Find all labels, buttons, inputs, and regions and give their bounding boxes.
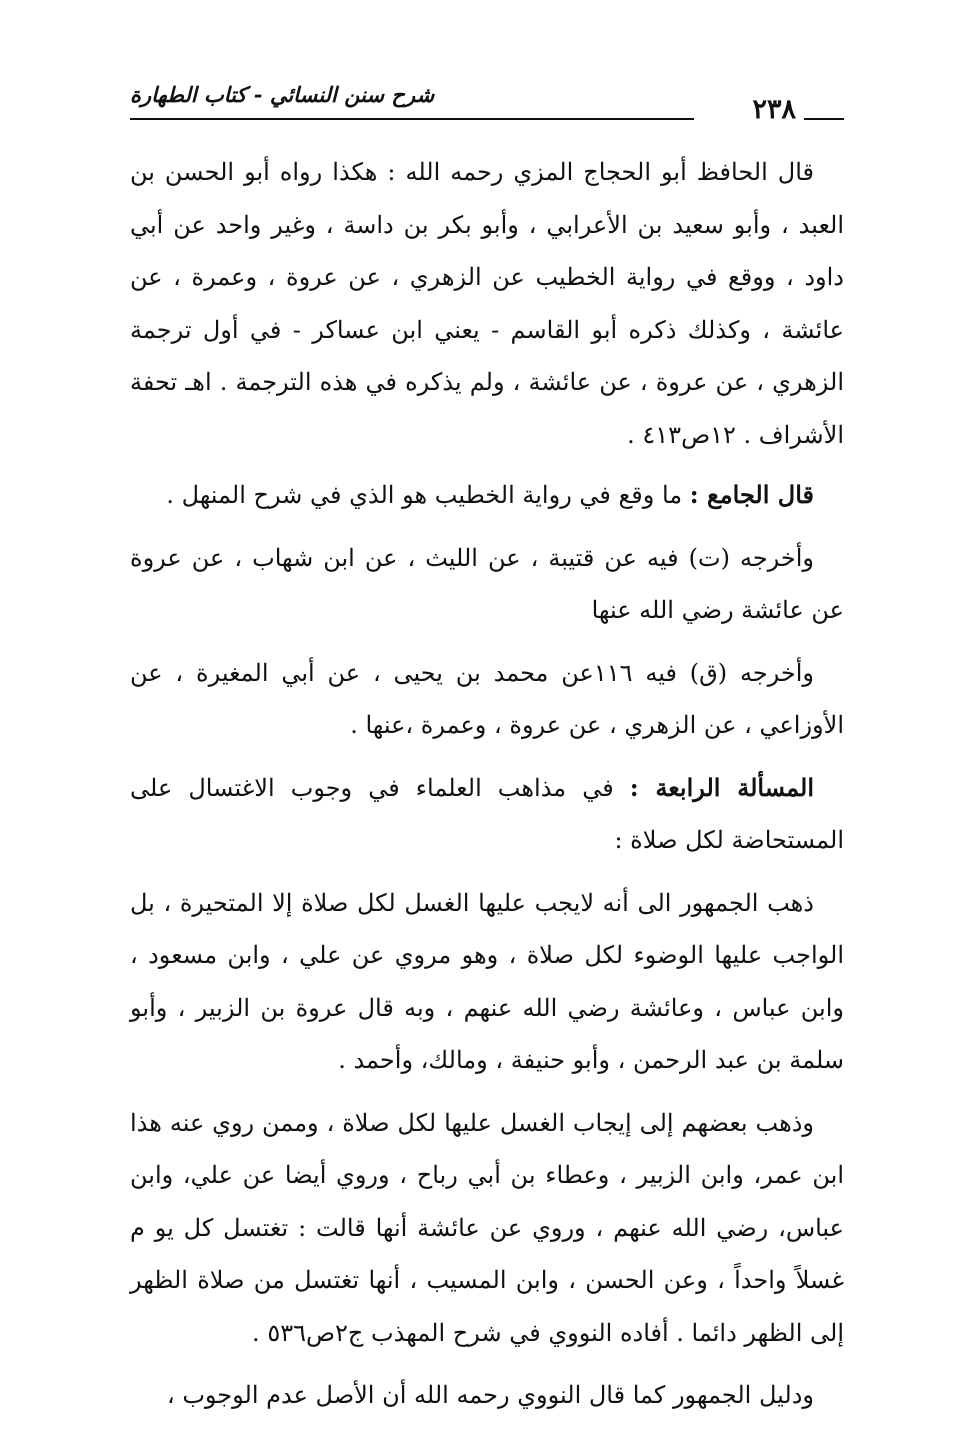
page-number: ٢٣٨	[752, 94, 796, 125]
paragraph-text: ما وقع في رواية الخطيب هو الذي في شرح المنهل .	[166, 481, 690, 509]
header-rule-right	[804, 118, 844, 120]
paragraph-label: المسألة الرابعة :	[629, 772, 815, 802]
body-text	[130, 146, 844, 1432]
paragraph-text: قال الحافظ أبو الحجاج المزي رحمه الله : هكذا رواه أبو الحسن بن العبد ، وأبو سعيد بن الأعرابي ، وأبو بكر بن داسة ، وغير واحد عن أبي داود ، ووقع في رواية الخطيب عن الزهري ، عن عروة ، وعمرة ، عن عائشة ، وكذلك ذكره أبو القاسم - يعني ابن عساكر - في أول ترجمة الزهري ، عن عروة ، عن عائشة ، ولم يذكره في هذه الترجمة . اهـ تحفة الأشراف . ١٢ص٤١٣ .	[130, 158, 844, 449]
paragraph-majority-evidence	[130, 1369, 844, 1422]
paragraph-takhrij-t	[130, 532, 844, 637]
paragraph-label: قال الجامع :	[689, 480, 814, 509]
page-header	[130, 72, 844, 126]
paragraph-takhrij-q	[130, 647, 844, 752]
paragraph-other-view	[130, 1097, 844, 1360]
paragraph-jami-note	[130, 469, 844, 522]
paragraph-text: ذهب الجمهور الى أنه لايجب عليها الغسل لكل صلاة إلا المتحيرة ، بل الواجب عليها الوضوء لكل صلاة ، وهو مروي عن علي ، وابن مسعود ، وابن عباس ، وعائشة رضي الله عنهم ، وبه قال عروة بن الزبير ، وأبو سلمة بن عبد الرحمن ، وأبو حنيفة ، ومالك، وأحمد .	[130, 888, 844, 1074]
paragraph-text: وذهب بعضهم إلى إيجاب الغسل عليها لكل صلاة ، وممن روي عنه هذا ابن عمر، وابن الزبير ، وعطاء بن أبي رباح ، وروي أيضا عن علي، وابن عباس، رضي الله عنهم ، وروي عن عائشة أنها قالت : تغتسل كل يو م غسلاً واحداً ، وعن الحسن ، وابن المسيب ، أنها تغتسل من صلاة الظهر إلى الظهر دائما . أفاده النووي في شرح المهذب ج٢ص٥٣٦ .	[130, 1108, 844, 1347]
paragraph-fourth-issue	[130, 762, 844, 867]
running-title: شرح سنن النسائي - كتاب الطهارة	[130, 82, 435, 107]
paragraph-text: وأخرجه (ت) فيه عن قتيبة ، عن الليث ، عن ابن شهاب ، عن عروة عن عائشة رضي الله عنها	[130, 543, 844, 624]
paragraph-text: وأخرجه (ق) فيه ١١٦عن محمد بن يحيى ، عن أبي المغيرة ، عن الأوزاعي ، عن الزهري ، عن عروة ، وعمرة ،عنها .	[130, 658, 844, 739]
header-rule	[130, 118, 694, 120]
paragraph-majority-view	[130, 877, 844, 1087]
paragraph-text: ودليل الجمهور كما قال النووي رحمه الله أن الأصل عدم الوجوب ،	[166, 1381, 814, 1409]
paragraph-mizzi-quote	[130, 146, 844, 461]
paragraph-text: في مذاهب العلماء في وجوب الاغتسال على المستحاضة لكل صلاة :	[130, 773, 844, 854]
